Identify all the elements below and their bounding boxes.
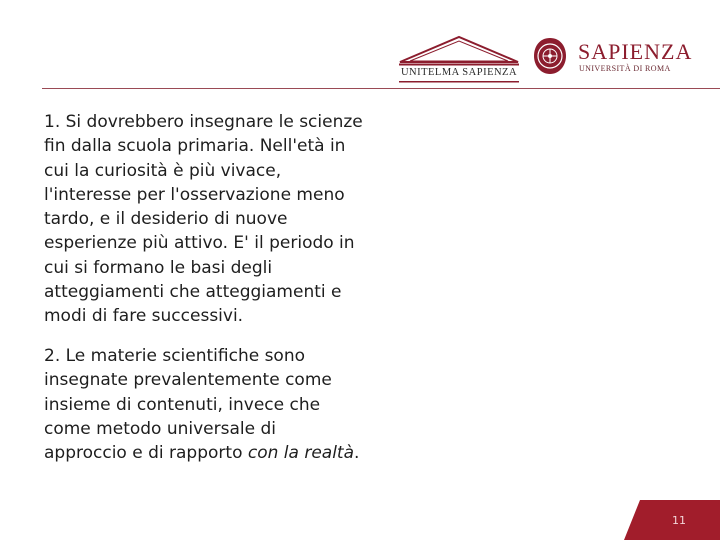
page-number-badge [640, 500, 720, 540]
paragraph-2-end: . [354, 443, 360, 464]
sapienza-seal-icon [532, 36, 568, 76]
paragraph-2 [44, 344, 364, 465]
sapienza-subtitle: UNIVERSITÀ DI ROMA [579, 64, 671, 73]
paragraph-2-emphasis: con la realtà [247, 443, 355, 464]
page-number: 11 [672, 514, 686, 527]
header-divider [42, 88, 720, 89]
paragraph-1: 1. Si dovrebbero insegnare le scienze fin dalla scuola primaria. Nell'età in cui la curiosità è più vivace, l'interesse per l'osservazione meno tardo, e il desiderio di nuove esperienze più attivo. E' il periodo in cui si formano le basi degli atteggiamenti che atteggiamenti e modi di fare successivi. [44, 112, 363, 327]
sapienza-name: SAPIENZA [578, 39, 693, 64]
unitelma-sapienza-logo [396, 34, 522, 84]
paragraph-2-text: 2. Le materie scientifiche sono insegnate prevalentemente come insieme di contenuti, invece che come metodo universale di approccio e di rapporto [44, 346, 332, 464]
unitelma-logo-text: UNITELMA SAPIENZA [400, 67, 518, 78]
